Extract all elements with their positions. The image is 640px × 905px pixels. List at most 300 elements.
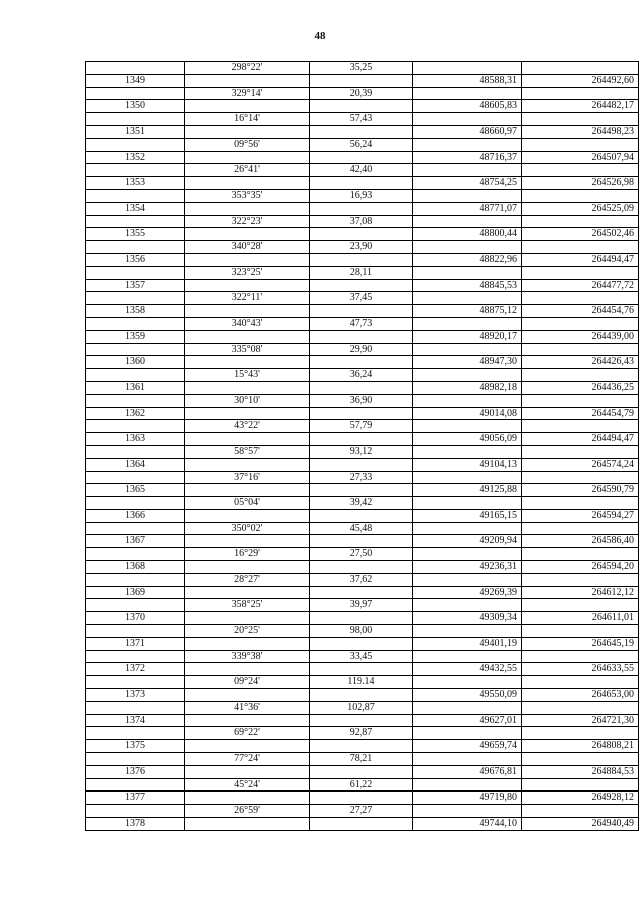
point-cell: 1374: [86, 714, 185, 727]
x-cell: [413, 522, 522, 535]
length-cell: [310, 330, 413, 343]
y-cell: [522, 164, 639, 177]
point-cell: [86, 445, 185, 458]
angle-cell: 37°16': [185, 471, 310, 484]
table-row: [86, 548, 639, 561]
table-row: [86, 343, 639, 356]
x-cell: [413, 113, 522, 126]
y-cell: [522, 420, 639, 433]
angle-cell: 30°10': [185, 394, 310, 407]
y-cell: 264439,00: [522, 330, 639, 343]
length-cell: 39,97: [310, 599, 413, 612]
point-cell: 1355: [86, 228, 185, 241]
y-cell: [522, 113, 639, 126]
y-cell: 264586,40: [522, 535, 639, 548]
x-cell: 48947,30: [413, 356, 522, 369]
x-cell: 48845,53: [413, 279, 522, 292]
angle-cell: 340°28': [185, 241, 310, 254]
x-cell: [413, 62, 522, 75]
point-cell: [86, 805, 185, 818]
angle-cell: [185, 561, 310, 574]
table-row: [86, 805, 639, 818]
point-cell: 1373: [86, 689, 185, 702]
length-cell: [310, 663, 413, 676]
x-cell: 49104,13: [413, 458, 522, 471]
y-cell: 264928,12: [522, 791, 639, 804]
x-cell: 49165,15: [413, 509, 522, 522]
y-cell: [522, 87, 639, 100]
y-cell: 264436,25: [522, 381, 639, 394]
angle-cell: 09°56': [185, 138, 310, 151]
table-row: [86, 317, 639, 330]
length-cell: [310, 279, 413, 292]
length-cell: 27,33: [310, 471, 413, 484]
table-row: [86, 778, 639, 791]
length-cell: [310, 509, 413, 522]
x-cell: 49432,55: [413, 663, 522, 676]
length-cell: 28,11: [310, 266, 413, 279]
table-row: [86, 701, 639, 714]
table-row: [86, 599, 639, 612]
y-cell: [522, 138, 639, 151]
length-cell: 119.14: [310, 676, 413, 689]
y-cell: [522, 650, 639, 663]
x-cell: 48920,17: [413, 330, 522, 343]
length-cell: [310, 535, 413, 548]
length-cell: [310, 202, 413, 215]
point-cell: [86, 394, 185, 407]
table-row: [86, 740, 639, 753]
length-cell: 92,87: [310, 727, 413, 740]
angle-cell: 329°14': [185, 87, 310, 100]
length-cell: 23,90: [310, 241, 413, 254]
angle-cell: 350°02': [185, 522, 310, 535]
table-row: [86, 266, 639, 279]
y-cell: 264498,23: [522, 125, 639, 138]
x-cell: [413, 394, 522, 407]
length-cell: [310, 791, 413, 804]
x-cell: [413, 87, 522, 100]
point-cell: [86, 599, 185, 612]
x-cell: 49627,01: [413, 714, 522, 727]
x-cell: [413, 778, 522, 791]
table-row: [86, 125, 639, 138]
y-cell: [522, 522, 639, 535]
y-cell: [522, 266, 639, 279]
length-cell: [310, 381, 413, 394]
table-row: [86, 253, 639, 266]
y-cell: [522, 369, 639, 382]
angle-cell: 45°24': [185, 778, 310, 791]
x-cell: 49209,94: [413, 535, 522, 548]
table-row: [86, 177, 639, 190]
y-cell: 264612,12: [522, 586, 639, 599]
y-cell: 264594,27: [522, 509, 639, 522]
length-cell: 29,90: [310, 343, 413, 356]
y-cell: 264653,00: [522, 689, 639, 702]
y-cell: [522, 701, 639, 714]
table-row: [86, 151, 639, 164]
length-cell: 36,24: [310, 369, 413, 382]
length-cell: [310, 177, 413, 190]
x-cell: 48822,96: [413, 253, 522, 266]
table-row: [86, 561, 639, 574]
angle-cell: 322°11': [185, 292, 310, 305]
point-cell: 1351: [86, 125, 185, 138]
point-cell: [86, 113, 185, 126]
angle-cell: [185, 356, 310, 369]
x-cell: [413, 189, 522, 202]
x-cell: [413, 138, 522, 151]
point-cell: [86, 573, 185, 586]
angle-cell: 16°29': [185, 548, 310, 561]
point-cell: [86, 753, 185, 766]
table-row: [86, 791, 639, 804]
y-cell: 264494,47: [522, 253, 639, 266]
point-cell: [86, 266, 185, 279]
table-row: [86, 471, 639, 484]
angle-cell: [185, 330, 310, 343]
y-cell: 264494,47: [522, 433, 639, 446]
length-cell: [310, 125, 413, 138]
x-cell: [413, 599, 522, 612]
y-cell: [522, 343, 639, 356]
length-cell: 57,43: [310, 113, 413, 126]
point-cell: 1375: [86, 740, 185, 753]
x-cell: 48716,37: [413, 151, 522, 164]
angle-cell: [185, 228, 310, 241]
x-cell: 49659,74: [413, 740, 522, 753]
x-cell: [413, 753, 522, 766]
length-cell: [310, 74, 413, 87]
angle-cell: [185, 714, 310, 727]
length-cell: 47,73: [310, 317, 413, 330]
x-cell: 49236,31: [413, 561, 522, 574]
point-cell: [86, 317, 185, 330]
table-row: [86, 62, 639, 75]
point-cell: 1377: [86, 791, 185, 804]
x-cell: [413, 471, 522, 484]
y-cell: [522, 778, 639, 791]
x-cell: [413, 317, 522, 330]
angle-cell: [185, 818, 310, 831]
angle-cell: [185, 151, 310, 164]
length-cell: [310, 407, 413, 420]
table-row: [86, 100, 639, 113]
point-cell: 1357: [86, 279, 185, 292]
length-cell: [310, 740, 413, 753]
y-cell: [522, 241, 639, 254]
angle-cell: 16°14': [185, 113, 310, 126]
point-cell: 1353: [86, 177, 185, 190]
table-row: [86, 202, 639, 215]
angle-cell: 15°43': [185, 369, 310, 382]
point-cell: 1362: [86, 407, 185, 420]
angle-cell: 58°57': [185, 445, 310, 458]
length-cell: [310, 765, 413, 778]
angle-cell: [185, 689, 310, 702]
angle-cell: 69°22': [185, 727, 310, 740]
length-cell: 78,21: [310, 753, 413, 766]
table-row: [86, 407, 639, 420]
y-cell: 264940,49: [522, 818, 639, 831]
point-cell: [86, 164, 185, 177]
x-cell: 49269,39: [413, 586, 522, 599]
point-cell: 1369: [86, 586, 185, 599]
point-cell: [86, 138, 185, 151]
angle-cell: 353°35': [185, 189, 310, 202]
length-cell: [310, 714, 413, 727]
y-cell: [522, 292, 639, 305]
x-cell: [413, 369, 522, 382]
table-row: [86, 663, 639, 676]
point-cell: 1352: [86, 151, 185, 164]
point-cell: 1360: [86, 356, 185, 369]
y-cell: 264884,53: [522, 765, 639, 778]
y-cell: [522, 215, 639, 228]
x-cell: [413, 625, 522, 638]
x-cell: [413, 292, 522, 305]
point-cell: [86, 292, 185, 305]
point-cell: 1367: [86, 535, 185, 548]
y-cell: [522, 471, 639, 484]
length-cell: 42,40: [310, 164, 413, 177]
y-cell: 264574,24: [522, 458, 639, 471]
table-row: [86, 305, 639, 318]
point-cell: [86, 778, 185, 791]
length-cell: [310, 458, 413, 471]
point-cell: [86, 522, 185, 535]
table-row: [86, 369, 639, 382]
length-cell: [310, 151, 413, 164]
y-cell: [522, 548, 639, 561]
y-cell: 264590,79: [522, 484, 639, 497]
length-cell: 35,25: [310, 62, 413, 75]
angle-cell: 09°24': [185, 676, 310, 689]
length-cell: [310, 100, 413, 113]
point-cell: [86, 189, 185, 202]
point-cell: 1363: [86, 433, 185, 446]
x-cell: 48754,25: [413, 177, 522, 190]
point-cell: [86, 241, 185, 254]
coordinates-table: [85, 61, 639, 831]
y-cell: 264482,17: [522, 100, 639, 113]
y-cell: 264721,30: [522, 714, 639, 727]
length-cell: 37,45: [310, 292, 413, 305]
length-cell: 20,39: [310, 87, 413, 100]
table-row: [86, 714, 639, 727]
y-cell: 264507,94: [522, 151, 639, 164]
angle-cell: [185, 253, 310, 266]
table-row: [86, 818, 639, 831]
x-cell: [413, 164, 522, 177]
angle-cell: [185, 74, 310, 87]
angle-cell: [185, 535, 310, 548]
x-cell: 48875,12: [413, 305, 522, 318]
y-cell: 264594,20: [522, 561, 639, 574]
y-cell: 264611,01: [522, 612, 639, 625]
table-row: [86, 445, 639, 458]
y-cell: [522, 599, 639, 612]
table-row: [86, 228, 639, 241]
angle-cell: [185, 381, 310, 394]
point-cell: 1349: [86, 74, 185, 87]
y-cell: [522, 317, 639, 330]
table-row: [86, 612, 639, 625]
point-cell: [86, 727, 185, 740]
length-cell: 16,93: [310, 189, 413, 202]
x-cell: [413, 343, 522, 356]
table-row: [86, 650, 639, 663]
y-cell: 264502,46: [522, 228, 639, 241]
x-cell: [413, 701, 522, 714]
angle-cell: [185, 202, 310, 215]
angle-cell: [185, 791, 310, 804]
table-row: [86, 189, 639, 202]
angle-cell: 26°59': [185, 805, 310, 818]
table-row: [86, 497, 639, 510]
length-cell: 56,24: [310, 138, 413, 151]
angle-cell: 43°22': [185, 420, 310, 433]
angle-cell: 298°22': [185, 62, 310, 75]
table-row: [86, 420, 639, 433]
angle-cell: [185, 484, 310, 497]
angle-cell: [185, 279, 310, 292]
table-row: [86, 586, 639, 599]
angle-cell: 28°27': [185, 573, 310, 586]
length-cell: 27,27: [310, 805, 413, 818]
length-cell: [310, 305, 413, 318]
length-cell: 37,62: [310, 573, 413, 586]
angle-cell: [185, 433, 310, 446]
table-row: [86, 279, 639, 292]
length-cell: [310, 586, 413, 599]
length-cell: [310, 637, 413, 650]
table-row: [86, 727, 639, 740]
angle-cell: [185, 663, 310, 676]
length-cell: 39,42: [310, 497, 413, 510]
point-cell: 1378: [86, 818, 185, 831]
y-cell: [522, 573, 639, 586]
point-cell: [86, 548, 185, 561]
y-cell: [522, 445, 639, 458]
angle-cell: [185, 100, 310, 113]
length-cell: [310, 612, 413, 625]
length-cell: [310, 689, 413, 702]
angle-cell: 20°25': [185, 625, 310, 638]
table-row: [86, 87, 639, 100]
point-cell: 1370: [86, 612, 185, 625]
x-cell: [413, 573, 522, 586]
angle-cell: 41°36': [185, 701, 310, 714]
angle-cell: [185, 125, 310, 138]
angle-cell: 05°04': [185, 497, 310, 510]
point-cell: [86, 369, 185, 382]
x-cell: 49550,09: [413, 689, 522, 702]
angle-cell: 358°25': [185, 599, 310, 612]
y-cell: [522, 189, 639, 202]
point-cell: 1368: [86, 561, 185, 574]
y-cell: 264633,55: [522, 663, 639, 676]
point-cell: 1350: [86, 100, 185, 113]
table-row: [86, 164, 639, 177]
table-row: [86, 330, 639, 343]
table-row: [86, 573, 639, 586]
x-cell: [413, 805, 522, 818]
y-cell: 264454,76: [522, 305, 639, 318]
x-cell: 49125,88: [413, 484, 522, 497]
length-cell: [310, 228, 413, 241]
x-cell: 49014,08: [413, 407, 522, 420]
x-cell: [413, 727, 522, 740]
x-cell: 49309,34: [413, 612, 522, 625]
point-cell: [86, 471, 185, 484]
x-cell: [413, 215, 522, 228]
length-cell: 27,50: [310, 548, 413, 561]
table-row: [86, 689, 639, 702]
x-cell: 49056,09: [413, 433, 522, 446]
point-cell: 1365: [86, 484, 185, 497]
length-cell: 98,00: [310, 625, 413, 638]
point-cell: 1364: [86, 458, 185, 471]
x-cell: 48982,18: [413, 381, 522, 394]
y-cell: 264526,98: [522, 177, 639, 190]
y-cell: 264492,60: [522, 74, 639, 87]
point-cell: [86, 701, 185, 714]
length-cell: 102,87: [310, 701, 413, 714]
x-cell: [413, 650, 522, 663]
coordinates-table-body: [86, 62, 639, 831]
point-cell: 1359: [86, 330, 185, 343]
length-cell: 61,22: [310, 778, 413, 791]
table-row: [86, 241, 639, 254]
angle-cell: [185, 458, 310, 471]
point-cell: 1361: [86, 381, 185, 394]
x-cell: [413, 266, 522, 279]
length-cell: 33,45: [310, 650, 413, 663]
x-cell: 48800,44: [413, 228, 522, 241]
y-cell: [522, 676, 639, 689]
x-cell: 48660,97: [413, 125, 522, 138]
table-row: [86, 292, 639, 305]
table-row: [86, 753, 639, 766]
angle-cell: 77°24': [185, 753, 310, 766]
table-row: [86, 356, 639, 369]
x-cell: [413, 548, 522, 561]
length-cell: 93,12: [310, 445, 413, 458]
y-cell: 264477,72: [522, 279, 639, 292]
x-cell: [413, 445, 522, 458]
angle-cell: [185, 177, 310, 190]
point-cell: 1356: [86, 253, 185, 266]
y-cell: [522, 62, 639, 75]
length-cell: [310, 818, 413, 831]
y-cell: 264808,21: [522, 740, 639, 753]
table-row: [86, 381, 639, 394]
x-cell: 49676,81: [413, 765, 522, 778]
angle-cell: 26°41': [185, 164, 310, 177]
point-cell: 1354: [86, 202, 185, 215]
x-cell: [413, 497, 522, 510]
table-row: [86, 625, 639, 638]
y-cell: 264525,09: [522, 202, 639, 215]
angle-cell: [185, 509, 310, 522]
y-cell: [522, 727, 639, 740]
y-cell: [522, 753, 639, 766]
y-cell: [522, 497, 639, 510]
x-cell: 49744,10: [413, 818, 522, 831]
length-cell: 36,90: [310, 394, 413, 407]
